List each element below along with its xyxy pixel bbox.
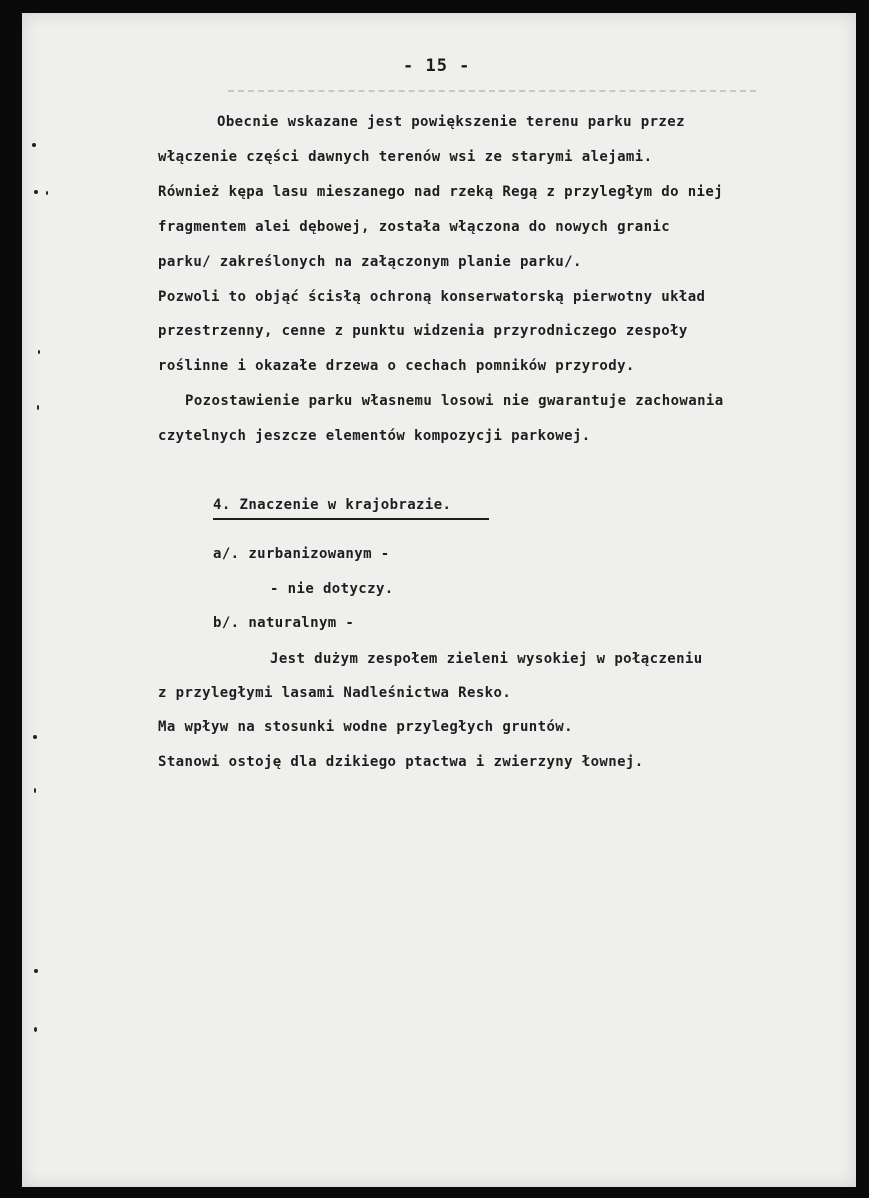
- margin-mark: [46, 191, 48, 195]
- item-b-label: b/. naturalnym -: [213, 615, 355, 631]
- paragraph-1-line: Obecnie wskazane jest powiększenie terenu parku przez: [217, 114, 685, 130]
- section-heading-underline: [213, 518, 489, 520]
- page-number: - 15 -: [403, 56, 471, 76]
- margin-mark: [34, 788, 36, 793]
- faint-header-rule: [228, 90, 756, 92]
- section-heading: 4. Znaczenie w krajobrazie.: [213, 497, 452, 513]
- margin-mark: [32, 143, 36, 147]
- paragraph-1-line: Również kępa lasu mieszanego nad rzeką Regą z przyległym do niej: [158, 184, 724, 200]
- paragraph-1-line: włączenie części dawnych terenów wsi ze starymi alejami.: [158, 149, 653, 165]
- margin-mark: [34, 969, 38, 973]
- paragraph-1-line: parku/ zakreślonych na załączonym planie parku/.: [158, 254, 582, 270]
- margin-mark: [38, 350, 40, 354]
- margin-mark: [34, 1027, 37, 1032]
- margin-mark: [33, 735, 37, 739]
- paragraph-3-line: z przyległymi lasami Nadleśnictwa Resko.: [158, 685, 512, 701]
- paragraph-1-line: przestrzenny, cenne z punktu widzenia przyrodniczego zespoły: [158, 323, 688, 339]
- paragraph-2-line: czytelnych jeszcze elementów kompozycji parkowej.: [158, 428, 591, 444]
- paragraph-3-line: Ma wpływ na stosunki wodne przyległych gruntów.: [158, 719, 573, 735]
- paragraph-1-line: roślinne i okazałe drzewa o cechach pomników przyrody.: [158, 358, 635, 374]
- margin-mark: [34, 190, 38, 194]
- margin-mark: [37, 405, 39, 410]
- paragraph-3-line: Jest dużym zespołem zieleni wysokiej w połączeniu: [270, 651, 703, 667]
- paragraph-1-line: fragmentem alei dębowej, została włączona do nowych granic: [158, 219, 671, 235]
- item-a-label: a/. zurbanizowanym -: [213, 546, 390, 562]
- paragraph-3-line: Stanowi ostoję dla dzikiego ptactwa i zwierzyny łownej.: [158, 754, 644, 770]
- item-a-value: - nie dotyczy.: [270, 581, 394, 597]
- paragraph-1-line: Pozwoli to objąć ścisłą ochroną konserwatorską pierwotny układ: [158, 289, 706, 305]
- paragraph-2-line: Pozostawienie parku własnemu losowi nie gwarantuje zachowania: [185, 393, 724, 409]
